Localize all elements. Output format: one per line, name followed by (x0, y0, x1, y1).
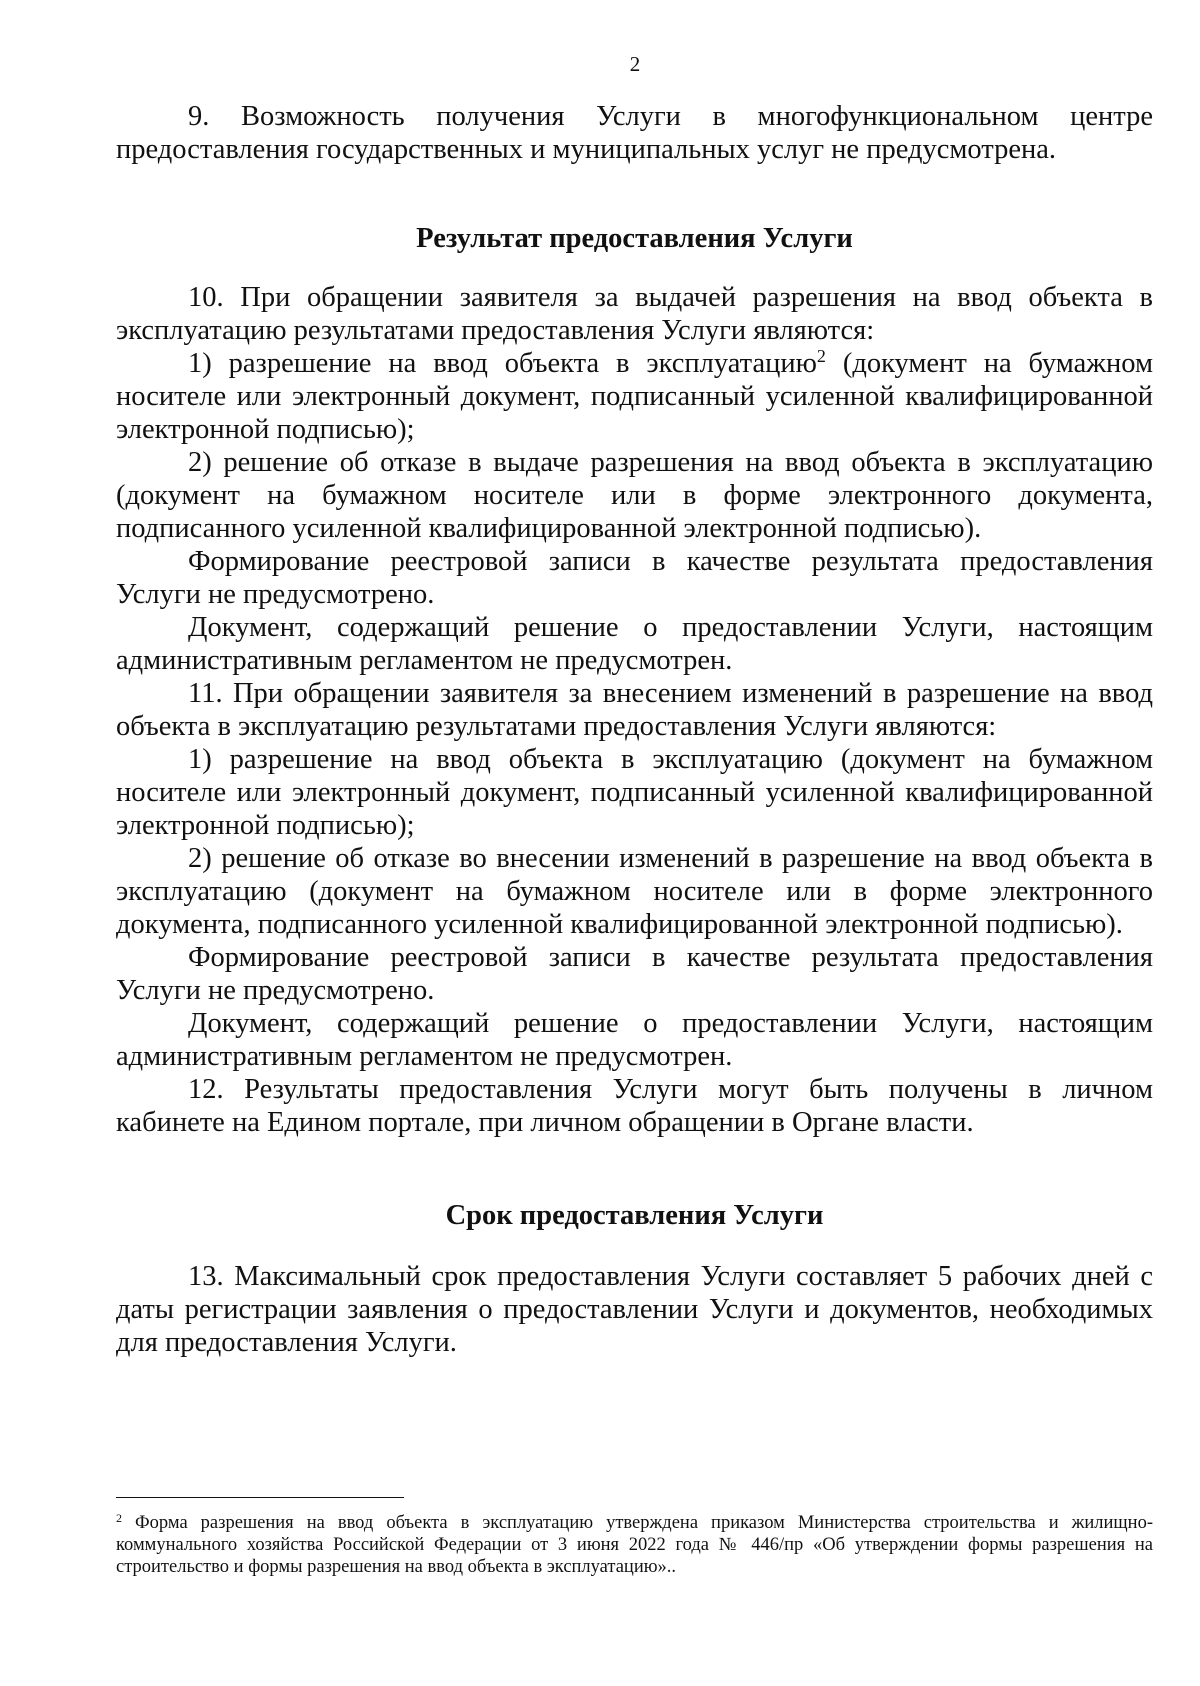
footnote-number: 2 (116, 1511, 122, 1525)
paragraph-9: 9. Возможность получения Услуги в многофункциональном центре предоставления государственных и муниципальных услуг не предусмотрена. (116, 101, 1153, 165)
paragraph-10-item-1 (116, 347, 1153, 446)
page-number: 2 (629, 52, 641, 76)
footnote-text: Форма разрешения на ввод объекта в эксплуатацию утверждена приказом Министерства строительства и жилищно-коммунального хозяйства Российской Федерации от 3 июня 2022 года № 446/пр «Об утверждении формы разрешения на строительство и формы разрешения на ввод объекта в эксплуатацию».. (116, 1513, 1153, 1577)
paragraph-10-item-2: 2) решение об отказе в выдаче разрешения на ввод объекта в эксплуатацию (документ на бумажном носителе или в форме электронного документа, подписанного усиленной квалифицированной электронной подписью). (116, 447, 1153, 544)
paragraph-12: 12. Результаты предоставления Услуги могут быть получены в личном кабинете на Едином портале, при личном обращении в Органе власти. (116, 1074, 1153, 1138)
heading-service-result: Результат предоставления Услуги (416, 223, 853, 254)
paragraph-10-registry: Формирование реестровой записи в качестве результата предоставления Услуги не предусмотрено. (116, 546, 1153, 610)
paragraph-10-item-1-rest: (документ на бумажном носителе или электронный документ, подписанный усиленной квалифицированной электронной подписью); (116, 348, 1153, 445)
heading-service-term: Срок предоставления Услуги (445, 1200, 824, 1231)
paragraph-11-document: Документ, содержащий решение о предоставлении Услуги, настоящим административным регламентом не предусмотрен. (116, 1008, 1153, 1072)
paragraph-10-document: Документ, содержащий решение о предоставлении Услуги, настоящим административным регламентом не предусмотрен. (116, 612, 1153, 676)
paragraph-11-registry: Формирование реестровой записи в качестве результата предоставления Услуги не предусмотрено. (116, 942, 1153, 1006)
paragraph-11: 11. При обращении заявителя за внесением изменений в разрешение на ввод объекта в эксплуатацию результатами предоставления Услуги являются: (116, 678, 1153, 742)
footnote-2 (116, 1512, 1153, 1578)
footnote-separator (116, 1497, 404, 1498)
paragraph-10: 10. При обращении заявителя за выдачей разрешения на ввод объекта в эксплуатацию результатами предоставления Услуги являются: (116, 282, 1153, 346)
paragraph-11-item-2: 2) решение об отказе во внесении изменений в разрешение на ввод объекта в эксплуатацию (документ на бумажном носителе или в форме электронного документа, подписанного усиленной квалифицированной электронной подписью). (116, 843, 1153, 940)
paragraph-10-item-1-text: 1) разрешение на ввод объекта в эксплуатацию (188, 348, 817, 379)
document-body (116, 100, 1153, 1359)
footnote-ref-2: 2 (816, 346, 826, 366)
paragraph-11-item-1: 1) разрешение на ввод объекта в эксплуатацию (документ на бумажном носителе или электронный документ, подписанный усиленной квалифицированной электронной подписью); (116, 744, 1153, 841)
paragraph-13: 13. Максимальный срок предоставления Услуги составляет 5 рабочих дней с даты регистрации заявления о предоставлении Услуги и документов, необходимых для предоставления Услуги. (116, 1261, 1153, 1358)
